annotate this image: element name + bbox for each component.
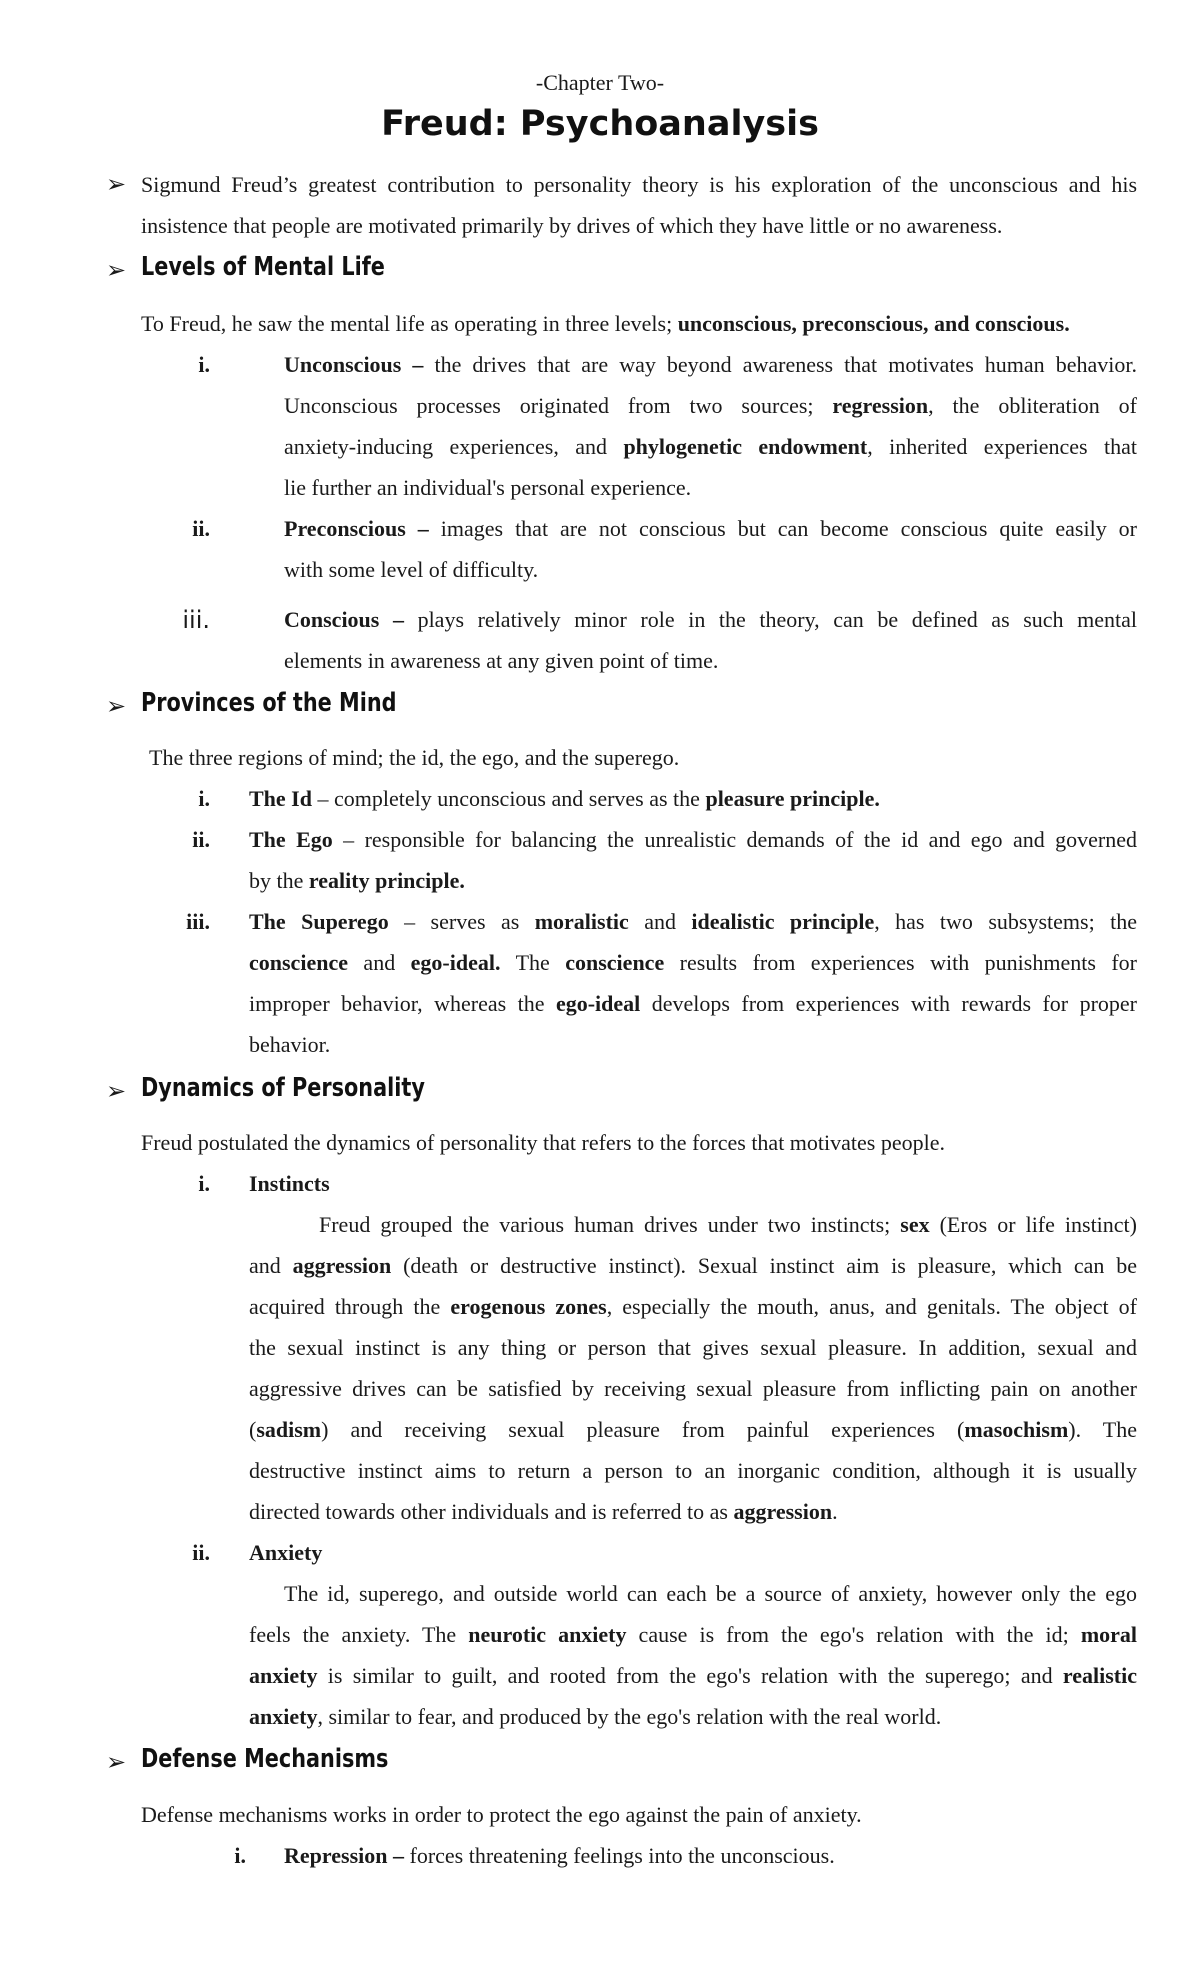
intro-line-1: Sigmund Freud’s greatest contribution to personality theory is his exploration of the unconscious and his	[141, 172, 1137, 197]
preconscious-line-2: with some level of difficulty.	[284, 557, 539, 582]
ego-line-2: by the reality principle.	[249, 868, 465, 893]
arrow-bullet-icon: ➢	[106, 258, 127, 284]
defense-lead: Defense mechanisms works in order to protect the ego against the pain of anxiety.	[141, 1802, 862, 1827]
instincts-line-4: the sexual instinct is any thing or person that gives sexual pleasure. In addition, sexual and	[249, 1335, 1137, 1360]
unconscious-line-3: anxiety-inducing experiences, and phylogenetic endowment, inherited experiences that	[284, 434, 1137, 459]
list-numeral: iii.	[182, 606, 210, 634]
list-numeral: i.	[198, 786, 210, 811]
repression-line-1: Repression – forces threatening feelings into the unconscious.	[284, 1843, 835, 1868]
conscious-line-2: elements in awareness at any given point of time.	[284, 648, 719, 673]
list-numeral: i.	[198, 1171, 210, 1196]
superego-line-1: The Superego – serves as moralistic and idealistic principle, has two subsystems; the	[249, 909, 1137, 934]
intro-line-2: insistence that people are motivated primarily by drives of which they have little or no awareness.	[141, 213, 1003, 238]
section-heading-dynamics: Dynamics of Personality	[141, 1073, 425, 1103]
list-numeral: i.	[198, 352, 210, 377]
levels-lead: To Freud, he saw the mental life as operating in three levels; unconscious, preconscious, and conscious.	[141, 311, 1070, 336]
provinces-lead: The three regions of mind; the id, the ego, and the superego.	[149, 745, 680, 770]
anxiety-line-3: anxiety is similar to guilt, and rooted from the ego's relation with the superego; and realistic	[249, 1663, 1137, 1688]
conscious-line-1: Conscious – plays relatively minor role in the theory, can be defined as such mental	[284, 607, 1138, 632]
instincts-line-3: acquired through the erogenous zones, especially the mouth, anus, and genitals. The object of	[249, 1294, 1137, 1319]
instincts-line-5: aggressive drives can be satisfied by receiving sexual pleasure from inflicting pain on another	[249, 1376, 1137, 1401]
anxiety-line-4: anxiety, similar to fear, and produced by the ego's relation with the real world.	[249, 1704, 942, 1729]
superego-line-3: improper behavior, whereas the ego-ideal develops from experiences with rewards for proper	[249, 991, 1137, 1016]
superego-line-4: behavior.	[249, 1032, 331, 1057]
arrow-bullet-icon: ➢	[106, 1079, 127, 1105]
section-heading-levels: Levels of Mental Life	[141, 252, 385, 282]
instincts-line-8: directed towards other individuals and is referred to as aggression.	[249, 1499, 838, 1524]
page-title: Freud: Psychoanalysis	[381, 104, 819, 144]
arrow-bullet-icon: ➢	[106, 1750, 127, 1776]
list-numeral: i.	[234, 1843, 246, 1868]
superego-line-2: conscience and ego-ideal. The conscience results from experiences with punishments for	[249, 950, 1138, 975]
arrow-bullet-icon: ➢	[106, 172, 127, 198]
instincts-line-6: (sadism) and receiving sexual pleasure from painful experiences (masochism). The	[249, 1417, 1137, 1442]
list-numeral: ii.	[192, 1540, 210, 1565]
anxiety-subheading: Anxiety	[249, 1540, 323, 1565]
instincts-line-2: and aggression (death or destructive instinct). Sexual instinct aim is pleasure, which can be	[249, 1253, 1137, 1278]
anxiety-line-2: feels the anxiety. The neurotic anxiety cause is from the ego's relation with the id; moral	[249, 1622, 1138, 1647]
id-line-1: The Id – completely unconscious and serves as the pleasure principle.	[249, 786, 880, 811]
unconscious-line-2: Unconscious processes originated from two sources; regression, the obliteration of	[284, 393, 1137, 418]
list-numeral: iii.	[186, 909, 210, 934]
instincts-line-7: destructive instinct aims to return a person to an inorganic condition, although it is usually	[249, 1458, 1137, 1483]
anxiety-line-1: The id, superego, and outside world can each be a source of anxiety, however only the ego	[284, 1581, 1137, 1606]
dynamics-lead: Freud postulated the dynamics of personality that refers to the forces that motivates people.	[141, 1130, 945, 1155]
chapter-label: -Chapter Two-	[535, 70, 665, 95]
list-numeral: ii.	[192, 516, 210, 541]
instincts-line-1: Freud grouped the various human drives under two instincts; sex (Eros or life instinct)	[319, 1212, 1137, 1237]
preconscious-line-1: Preconscious – images that are not conscious but can become conscious quite easily or	[284, 516, 1138, 541]
section-heading-provinces: Provinces of the Mind	[141, 688, 397, 718]
list-numeral: ii.	[192, 827, 210, 852]
arrow-bullet-icon: ➢	[106, 694, 127, 720]
unconscious-line-4: lie further an individual's personal experience.	[284, 475, 692, 500]
section-heading-defense: Defense Mechanisms	[141, 1744, 389, 1774]
unconscious-line-1: Unconscious – the drives that are way beyond awareness that motivates human behavior.	[284, 352, 1137, 377]
ego-line-1: The Ego – responsible for balancing the unrealistic demands of the id and ego and governed	[249, 827, 1137, 852]
instincts-subheading: Instincts	[249, 1171, 330, 1196]
